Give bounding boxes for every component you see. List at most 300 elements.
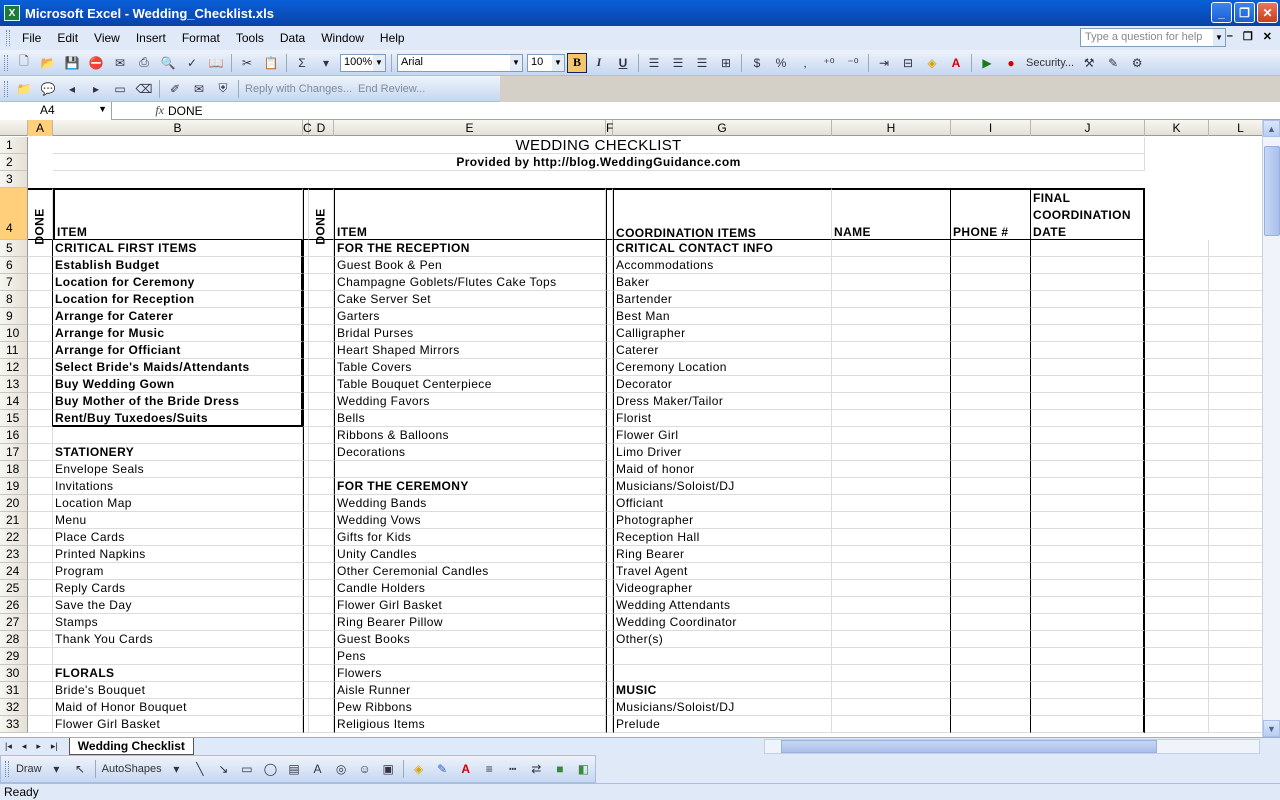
header-item-2[interactable]: ITEM [334,188,606,240]
cell[interactable] [606,359,613,376]
close-button[interactable]: ✕ [1257,2,1278,23]
mail-recipient-icon[interactable]: ✉ [193,81,205,96]
done-checkbox-cell[interactable] [309,546,334,563]
3d-icon[interactable]: ◧ [577,762,590,776]
coordination-item[interactable]: Musicians/Soloist/DJ [613,699,832,716]
checklist-item[interactable]: Menu [53,512,303,529]
cell[interactable] [1145,665,1209,682]
done-checkbox-cell[interactable] [309,580,334,597]
reply-with-changes-button[interactable]: Reply with Changes... [245,82,352,95]
reception-ceremony-item[interactable]: FOR THE RECEPTION [334,240,606,257]
phone-cell[interactable] [951,563,1031,580]
name-box[interactable] [0,102,112,120]
row-header[interactable]: 5 [0,240,28,257]
row-header[interactable]: 18 [0,461,28,478]
done-checkbox-cell[interactable] [309,444,334,461]
done-checkbox-cell[interactable] [28,325,53,342]
align-right-icon[interactable]: ☰ [696,55,708,70]
cell[interactable] [1209,716,1262,733]
contact-name-cell[interactable] [832,325,951,342]
chevron-down-icon[interactable]: ▼ [510,55,522,71]
reception-ceremony-item[interactable]: Bells [334,410,606,427]
checklist-item[interactable]: Program [53,563,303,580]
checklist-item[interactable]: Location for Ceremony [53,274,303,291]
scroll-up-icon[interactable]: ▲ [1263,120,1280,137]
cell[interactable] [1145,512,1209,529]
cell[interactable] [606,665,613,682]
row-header[interactable]: 12 [0,359,28,376]
done-checkbox-cell[interactable] [309,495,334,512]
checklist-item[interactable]: Establish Budget [53,257,303,274]
row-header[interactable]: 13 [0,376,28,393]
cell[interactable] [606,495,613,512]
email-icon[interactable]: ✉ [114,55,126,70]
date-cell[interactable] [1031,682,1145,699]
cell[interactable] [606,648,613,665]
cell[interactable] [606,274,613,291]
contact-name-cell[interactable] [832,257,951,274]
column-header-l[interactable]: L [1209,120,1262,136]
checklist-item[interactable]: Bride's Bouquet [53,682,303,699]
end-review-button[interactable]: End Review... [358,82,426,95]
reception-ceremony-item[interactable]: Table Bouquet Centerpiece [334,376,606,393]
date-cell[interactable] [1031,410,1145,427]
comment-icon[interactable]: 💬 [40,81,56,96]
protect-icon[interactable]: ⛨ [218,81,228,95]
date-cell[interactable] [1031,342,1145,359]
done-checkbox-cell[interactable] [28,597,53,614]
align-center-icon[interactable]: ☰ [672,55,684,70]
cell[interactable] [1145,393,1209,410]
cell[interactable] [606,461,613,478]
done-checkbox-cell[interactable] [28,240,53,257]
done-checkbox-cell[interactable] [28,359,53,376]
cell[interactable] [1209,342,1262,359]
date-cell[interactable] [1031,546,1145,563]
header-phone[interactable]: PHONE # [951,188,1031,240]
done-checkbox-cell[interactable] [28,614,53,631]
next-sheet-icon[interactable]: ▸ [36,741,41,751]
checklist-item[interactable]: CRITICAL FIRST ITEMS [53,240,303,257]
contact-name-cell[interactable] [832,614,951,631]
coordination-item[interactable]: Officiant [613,495,832,512]
row-header[interactable]: 1 [0,137,28,154]
cell[interactable] [606,716,613,733]
contact-name-cell[interactable] [832,274,951,291]
contact-name-cell[interactable] [832,716,951,733]
coordination-item[interactable]: Prelude [613,716,832,733]
previous-comment-icon[interactable]: ◂ [68,81,76,96]
cell[interactable] [1209,665,1262,682]
column-header-j[interactable]: J [1031,120,1145,136]
checklist-item[interactable]: Invitations [53,478,303,495]
reception-ceremony-item[interactable] [334,461,606,478]
scroll-thumb[interactable] [1264,146,1280,236]
done-checkbox-cell[interactable] [309,614,334,631]
cell[interactable] [1145,495,1209,512]
zoom-select[interactable] [340,54,386,72]
phone-cell[interactable] [951,461,1031,478]
done-checkbox-cell[interactable] [28,699,53,716]
cell[interactable] [1145,682,1209,699]
help-search-input[interactable] [1080,28,1226,47]
row-header[interactable]: 22 [0,529,28,546]
done-checkbox-cell[interactable] [28,393,53,410]
date-cell[interactable] [1031,478,1145,495]
cell[interactable] [1145,716,1209,733]
font-color-icon[interactable]: A [951,55,961,70]
done-checkbox-cell[interactable] [309,563,334,580]
paste-icon[interactable]: 📋 [263,55,279,70]
row-header[interactable]: 27 [0,614,28,631]
done-checkbox-cell[interactable] [309,699,334,716]
checklist-item[interactable]: Arrange for Officiant [53,342,303,359]
menu-data[interactable]: Data [279,31,306,45]
cell[interactable] [1145,240,1209,257]
reception-ceremony-item[interactable]: Other Ceremonial Candles [334,563,606,580]
contact-name-cell[interactable] [832,376,951,393]
cell[interactable] [606,682,613,699]
arrow-style-icon[interactable]: ⇄ [531,762,542,776]
phone-cell[interactable] [951,427,1031,444]
autoshapes-menu-button[interactable]: AutoShapes [101,763,162,775]
done-checkbox-cell[interactable] [28,257,53,274]
percent-button[interactable]: % [775,55,787,70]
reception-ceremony-item[interactable]: Garters [334,308,606,325]
checklist-item[interactable]: FLORALS [53,665,303,682]
reception-ceremony-item[interactable]: Candle Holders [334,580,606,597]
date-cell[interactable] [1031,495,1145,512]
reception-ceremony-item[interactable]: Pens [334,648,606,665]
header-final-coordination-date[interactable] [1031,188,1145,240]
date-cell[interactable] [1031,614,1145,631]
done-checkbox-cell[interactable] [309,240,334,257]
cell[interactable] [1209,682,1262,699]
reception-ceremony-item[interactable]: Table Covers [334,359,606,376]
chevron-down-icon[interactable]: ▾ [173,762,180,776]
decrease-decimal-icon[interactable]: ⁻⁰ [847,55,859,70]
worksheet-grid[interactable] [0,120,1262,737]
date-cell[interactable] [1031,291,1145,308]
done-checkbox-cell[interactable] [309,478,334,495]
first-sheet-icon[interactable]: |◂ [5,741,12,751]
date-cell[interactable] [1031,648,1145,665]
scroll-down-icon[interactable]: ▼ [1263,720,1280,737]
phone-cell[interactable] [951,699,1031,716]
contact-name-cell[interactable] [832,342,951,359]
coordination-item[interactable]: CRITICAL CONTACT INFO [613,240,832,257]
cell[interactable] [1145,325,1209,342]
cell[interactable] [1209,631,1262,648]
row-header[interactable]: 11 [0,342,28,359]
date-cell[interactable] [1031,580,1145,597]
menu-insert[interactable]: Insert [135,31,166,45]
coordination-item[interactable]: Reception Hall [613,529,832,546]
coordination-item[interactable]: Maid of honor [613,461,832,478]
cell[interactable] [1209,563,1262,580]
design-mode-icon[interactable]: ✎ [1108,55,1119,70]
cell[interactable] [1209,257,1262,274]
coordination-item[interactable]: Other(s) [613,631,832,648]
underline-button[interactable]: U [618,55,628,70]
borders-icon[interactable]: ⊟ [902,55,914,70]
cell[interactable] [606,308,613,325]
checklist-item[interactable]: Thank You Cards [53,631,303,648]
cell[interactable] [1209,614,1262,631]
cell[interactable] [1209,512,1262,529]
cell[interactable] [1209,444,1262,461]
reception-ceremony-item[interactable]: FOR THE CEREMONY [334,478,606,495]
fill-color-icon[interactable]: ◈ [927,55,937,70]
menu-edit[interactable]: Edit [57,31,79,45]
cell[interactable] [606,580,613,597]
reception-ceremony-item[interactable]: Flower Girl Basket [334,597,606,614]
cell[interactable] [606,393,613,410]
row-header[interactable]: 4 [0,188,28,240]
row-header[interactable]: 15 [0,410,28,427]
spelling-icon[interactable]: ✓ [186,55,198,70]
done-checkbox-cell[interactable] [28,529,53,546]
done-checkbox-cell[interactable] [28,563,53,580]
cell[interactable] [606,410,613,427]
restore-button[interactable]: ❐ [1234,2,1255,23]
menu-tools[interactable]: Tools [235,31,264,45]
cell[interactable] [1209,546,1262,563]
bold-button[interactable]: B [567,53,587,73]
menu-help[interactable]: Help [379,31,405,45]
coordination-item[interactable]: Best Man [613,308,832,325]
reception-ceremony-item[interactable]: Champagne Goblets/Flutes Cake Tops [334,274,606,291]
toolbar-grip[interactable] [6,30,10,46]
date-cell[interactable] [1031,512,1145,529]
rectangle-icon[interactable]: ▭ [241,762,253,776]
cell[interactable] [1209,308,1262,325]
align-left-icon[interactable]: ☰ [648,55,660,70]
contact-name-cell[interactable] [832,631,951,648]
done-checkbox-cell[interactable] [28,682,53,699]
contact-name-cell[interactable] [832,478,951,495]
shadow-icon[interactable]: ■ [556,762,564,776]
diagram-icon[interactable]: ◎ [335,762,347,776]
cell[interactable] [606,631,613,648]
row-header[interactable]: 16 [0,427,28,444]
coordination-item[interactable]: Calligrapher [613,325,832,342]
date-cell[interactable] [1031,716,1145,733]
reception-ceremony-item[interactable]: Wedding Favors [334,393,606,410]
reception-ceremony-item[interactable]: Aisle Runner [334,682,606,699]
row-header[interactable]: 31 [0,682,28,699]
done-checkbox-cell[interactable] [28,427,53,444]
date-cell[interactable] [1031,393,1145,410]
cell[interactable] [606,478,613,495]
checklist-item[interactable]: Flower Girl Basket [53,716,303,733]
phone-cell[interactable] [951,359,1031,376]
contact-name-cell[interactable] [832,410,951,427]
contact-name-cell[interactable] [832,359,951,376]
phone-cell[interactable] [951,393,1031,410]
formula-input[interactable]: DONE [168,103,203,118]
checklist-item[interactable] [53,648,303,665]
done-checkbox-cell[interactable] [309,308,334,325]
select-objects-icon[interactable]: ↖ [74,762,85,776]
date-cell[interactable] [1031,631,1145,648]
cell[interactable] [1145,274,1209,291]
coordination-item[interactable]: Accommodations [613,257,832,274]
phone-cell[interactable] [951,240,1031,257]
done-checkbox-cell[interactable] [309,512,334,529]
coordination-item[interactable]: Ceremony Location [613,359,832,376]
reception-ceremony-item[interactable]: Religious Items [334,716,606,733]
contact-name-cell[interactable] [832,563,951,580]
row-header[interactable]: 30 [0,665,28,682]
cell[interactable] [1145,597,1209,614]
font-size-select[interactable] [527,54,565,72]
cell[interactable] [1145,614,1209,631]
checklist-item[interactable]: Location Map [53,495,303,512]
checklist-item[interactable]: Envelope Seals [53,461,303,478]
coordination-item[interactable]: Wedding Coordinator [613,614,832,631]
contact-name-cell[interactable] [832,291,951,308]
cell[interactable] [1145,529,1209,546]
line-icon[interactable]: ╲ [196,762,204,776]
cell[interactable] [1145,359,1209,376]
coordination-item[interactable] [613,665,832,682]
phone-cell[interactable] [951,376,1031,393]
delete-comment-icon[interactable]: ⌫ [135,81,153,96]
menu-format[interactable]: Format [181,31,220,45]
header-item-1[interactable]: ITEM [53,188,303,240]
reception-ceremony-item[interactable]: Gifts for Kids [334,529,606,546]
done-checkbox-cell[interactable] [309,427,334,444]
indent-icon[interactable]: ⇥ [878,55,890,70]
contact-name-cell[interactable] [832,648,951,665]
phone-cell[interactable] [951,580,1031,597]
folder-icon[interactable]: 📁 [16,81,32,96]
prev-sheet-icon[interactable]: ◂ [21,741,27,751]
arrow-icon[interactable]: ↘ [218,762,229,776]
cell[interactable] [1209,580,1262,597]
cell[interactable] [606,325,613,342]
done-checkbox-cell[interactable] [309,291,334,308]
row-header[interactable]: 17 [0,444,28,461]
contact-name-cell[interactable] [832,512,951,529]
phone-cell[interactable] [951,648,1031,665]
date-cell[interactable] [1031,461,1145,478]
date-cell[interactable] [1031,597,1145,614]
contact-name-cell[interactable] [832,699,951,716]
new-icon[interactable]: 🗋 [19,54,29,68]
done-checkbox-cell[interactable] [309,597,334,614]
date-cell[interactable] [1031,274,1145,291]
last-sheet-icon[interactable]: ▸| [50,741,58,751]
font-color-icon[interactable]: A [461,762,471,776]
contact-name-cell[interactable] [832,495,951,512]
row-header[interactable]: 7 [0,274,28,291]
done-checkbox-cell[interactable] [309,342,334,359]
oval-icon[interactable]: ◯ [263,762,278,776]
date-cell[interactable] [1031,325,1145,342]
phone-cell[interactable] [951,257,1031,274]
done-checkbox-cell[interactable] [28,444,53,461]
done-checkbox-cell[interactable] [28,308,53,325]
line-style-icon[interactable]: ≡ [485,762,493,776]
cell[interactable] [606,546,613,563]
print-icon[interactable]: ⎙ [139,55,149,69]
chevron-down-icon[interactable]: ▼ [1213,29,1225,46]
select-all-corner[interactable] [0,120,28,136]
toolbar-grip[interactable] [4,81,8,97]
cell[interactable] [1209,291,1262,308]
date-cell[interactable] [1031,257,1145,274]
cell[interactable] [1209,393,1262,410]
coordination-item[interactable]: Flower Girl [613,427,832,444]
menu-view[interactable]: View [94,31,120,45]
contact-name-cell[interactable] [832,461,951,478]
tools-icon[interactable]: ⚙ [1131,55,1143,70]
phone-cell[interactable] [951,597,1031,614]
done-checkbox-cell[interactable] [28,274,53,291]
research-icon[interactable]: 📖 [208,55,224,70]
cell[interactable] [1145,308,1209,325]
checklist-item[interactable]: Select Bride's Maids/Attendants [53,359,303,376]
contact-name-cell[interactable] [832,529,951,546]
open-icon[interactable]: 📂 [40,55,56,70]
record-icon[interactable]: ● [1007,55,1015,70]
row-header[interactable]: 29 [0,648,28,665]
phone-cell[interactable] [951,614,1031,631]
chevron-down-icon[interactable]: ▾ [53,762,60,776]
workbook-minimize-icon[interactable]: – [1226,30,1233,42]
row-header[interactable]: 2 [0,154,28,171]
contact-name-cell[interactable] [832,597,951,614]
cut-icon[interactable]: ✂ [241,55,253,70]
reception-ceremony-item[interactable]: Cake Server Set [334,291,606,308]
checklist-item[interactable]: Arrange for Caterer [53,308,303,325]
row-header[interactable]: 23 [0,546,28,563]
checklist-item[interactable]: Save the Day [53,597,303,614]
cell[interactable] [606,376,613,393]
cell[interactable] [606,427,613,444]
cell[interactable] [1209,274,1262,291]
cell[interactable] [1209,597,1262,614]
date-cell[interactable] [1031,359,1145,376]
cell[interactable] [1145,648,1209,665]
done-checkbox-cell[interactable] [309,359,334,376]
date-cell[interactable] [1031,308,1145,325]
done-checkbox-cell[interactable] [28,410,53,427]
row-header[interactable]: 26 [0,597,28,614]
done-checkbox-cell[interactable] [28,631,53,648]
header-coordination-items[interactable]: COORDINATION ITEMS [613,188,832,240]
phone-cell[interactable] [951,342,1031,359]
column-header-b[interactable]: B [53,120,303,136]
excel-app-icon[interactable]: X [4,5,20,21]
checklist-item[interactable]: Buy Wedding Gown [53,376,303,393]
cell[interactable] [606,597,613,614]
phone-cell[interactable] [951,308,1031,325]
toolbar-grip[interactable] [4,55,8,71]
coordination-item[interactable]: Videographer [613,580,832,597]
reception-ceremony-item[interactable]: Guest Book & Pen [334,257,606,274]
clipart-icon[interactable]: ☺ [358,762,371,776]
reception-ceremony-item[interactable]: Guest Books [334,631,606,648]
row-header[interactable]: 28 [0,631,28,648]
coordination-item[interactable]: Photographer [613,512,832,529]
column-header-d[interactable]: D [309,120,334,136]
phone-cell[interactable] [951,631,1031,648]
done-checkbox-cell[interactable] [309,274,334,291]
cell[interactable] [1145,478,1209,495]
